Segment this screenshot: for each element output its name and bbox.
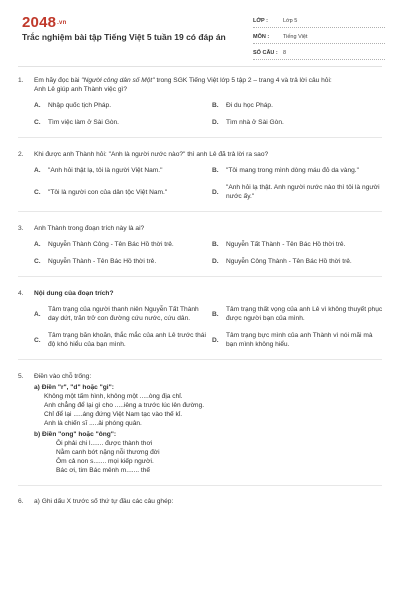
question-text: Anh Thành trong đoạn trích này là ai? [34, 225, 145, 232]
part-title: b) Điền "ong" hoặc "ông": [34, 431, 117, 438]
fill-in-part-b [34, 430, 382, 475]
poem-line: Ôi phải chi l....... được thành thơi [56, 440, 153, 447]
option-letter: A. [34, 167, 41, 174]
option-text: Nhập quốc tịch Pháp. [48, 102, 112, 109]
header-divider [18, 66, 382, 67]
option-c[interactable] [34, 118, 206, 127]
meta-label: LỚP : [253, 17, 268, 24]
option-b[interactable] [212, 101, 384, 110]
poem-line: Bác ơi, tim Bác mênh m....... thế [56, 467, 151, 474]
option-letter: D. [212, 119, 219, 126]
poem-line: Ôm cả non s....... mọi kiếp người. [56, 458, 154, 465]
question-5 [18, 372, 382, 486]
poem-line: Không một tấm hình, không một .....òng địa chỉ. [44, 393, 183, 400]
part-title: a) Điền "r", "d" hoặc "gi": [34, 384, 114, 391]
question-number: 6. [18, 498, 24, 505]
question-text-part: Em hãy đọc bài [34, 77, 82, 84]
option-letter: B. [212, 102, 219, 109]
option-text: "Tôi mang trong mình dòng máu đỏ da vàng." [226, 167, 359, 174]
worksheet-meta [253, 14, 385, 62]
question-text: Nội dung của đoạn trích? [34, 290, 114, 297]
option-letter: A. [34, 241, 41, 248]
poem-line: Anh chẳng để lại gì cho .....iêng a trước lúc lên đường. [44, 402, 205, 409]
question-text-ask: Anh Lê giúp anh Thành việc gì? [34, 86, 127, 93]
option-text: Tâm trạng bực mình của anh Thành vì nói mãi mà bạn mình không hiểu. [226, 332, 373, 348]
question-2 [18, 150, 382, 212]
option-d[interactable] [212, 257, 384, 266]
option-letter: A. [34, 310, 41, 318]
question-6 [18, 498, 382, 505]
option-a[interactable] [34, 101, 206, 110]
poem-line: Nằm canh bớt nặng nỗi thương đời [56, 449, 160, 456]
option-text: "Anh hỏi lạ thật. Anh người nước nào thì tôi là người nước ấy." [226, 184, 380, 200]
question-text-part: trong SGK Tiếng Việt lớp 5 tập 2 – trang 4 và trả lời câu hỏi: [154, 77, 332, 84]
option-d[interactable] [212, 118, 384, 127]
question-number: 4. [18, 290, 24, 297]
option-text: Nguyễn Thành - Tên Bác Hồ thời trẻ. [48, 258, 157, 265]
question-text-title: "Người công dân số Một" [81, 77, 155, 84]
question-number: 1. [18, 77, 24, 84]
question-3 [18, 224, 382, 277]
logo-text: 2048 [22, 14, 57, 31]
option-text: Tìm nhà ở Sài Gòn. [226, 119, 284, 126]
poem-line: Chỉ để lại .....áng đứng Việt Nam tạc vào thế kỉ. [44, 411, 183, 418]
meta-row-count [253, 46, 385, 60]
question-4 [18, 289, 382, 360]
option-letter: C. [34, 119, 41, 126]
option-letter: D. [212, 188, 219, 196]
option-b[interactable] [212, 305, 384, 323]
meta-value: Tiếng Việt [283, 33, 308, 40]
option-text: Đi du học Pháp. [226, 102, 273, 109]
option-text: Tìm việc làm ở Sài Gòn. [48, 119, 120, 126]
meta-row-class [253, 14, 385, 28]
question-list [18, 76, 382, 505]
option-letter: A. [34, 102, 41, 109]
option-letter: B. [212, 241, 219, 248]
page-title: Trắc nghiệm bài tập Tiếng Việt 5 tuần 19 có đáp án [22, 32, 226, 42]
meta-value: Lớp 5 [283, 17, 298, 24]
fill-in-part-a [34, 383, 382, 428]
option-b[interactable] [212, 166, 384, 175]
option-c[interactable] [34, 257, 206, 266]
option-a[interactable] [34, 166, 206, 175]
option-text: Tâm trạng của người thanh niên Nguyễn Tất Thành day dứt, trăn trở con đường cứu nước, cứu dân. [48, 306, 199, 322]
option-text: "Tôi là người con của dân tộc Việt Nam." [48, 188, 168, 196]
logo-suffix: .vn [57, 20, 67, 27]
poem-line: Anh là chiến sĩ .....ải phóng quân. [44, 420, 142, 427]
option-a[interactable] [34, 305, 206, 323]
option-c[interactable] [34, 183, 206, 201]
question-text: Điền vào chỗ trống: [34, 373, 92, 380]
meta-label: MÔN : [253, 33, 270, 40]
question-text [34, 76, 382, 94]
option-text: Tâm trạng băn khoăn, thắc mắc của anh Lê trước thái độ khó hiểu của bạn mình. [48, 332, 206, 348]
option-letter: C. [34, 258, 41, 265]
option-text: Nguyễn Tất Thành - Tên Bác Hồ thời trẻ. [226, 241, 346, 248]
worksheet-header [0, 0, 400, 66]
option-letter: B. [212, 310, 219, 318]
option-c[interactable] [34, 331, 206, 349]
option-text: Nguyễn Công Thành - Tên Bác Hồ thời trẻ. [226, 258, 352, 265]
option-letter: C. [34, 336, 41, 344]
question-number: 2. [18, 151, 24, 158]
option-text: Nguyễn Thành Công - Tên Bác Hồ thời trẻ. [48, 241, 174, 248]
meta-label: SỐ CÂU : [253, 49, 278, 56]
option-letter: C. [34, 188, 41, 196]
option-d[interactable] [212, 183, 384, 201]
meta-row-subject [253, 30, 385, 44]
option-a[interactable] [34, 240, 206, 249]
option-letter: B. [212, 167, 219, 174]
site-logo[interactable] [22, 14, 66, 31]
option-b[interactable] [212, 240, 384, 249]
option-d[interactable] [212, 331, 384, 349]
question-1 [18, 76, 382, 138]
question-text: Khi được anh Thành hỏi: "Anh là người nước nào?" thì anh Lê đã trả lời ra sao? [34, 151, 269, 158]
option-letter: D. [212, 336, 219, 344]
question-text: a) Ghi dấu X trước số thứ tự đầu các câu ghép: [34, 498, 174, 505]
meta-value: 8 [283, 49, 287, 56]
question-number: 3. [18, 225, 24, 232]
option-letter: D. [212, 258, 219, 265]
option-text: Tâm trạng thất vọng của anh Lê vì không thuyết phục được người bạn của mình. [226, 306, 383, 322]
option-text: "Anh hỏi thật lạ, tôi là người Việt Nam." [48, 167, 163, 174]
question-number: 5. [18, 373, 24, 380]
